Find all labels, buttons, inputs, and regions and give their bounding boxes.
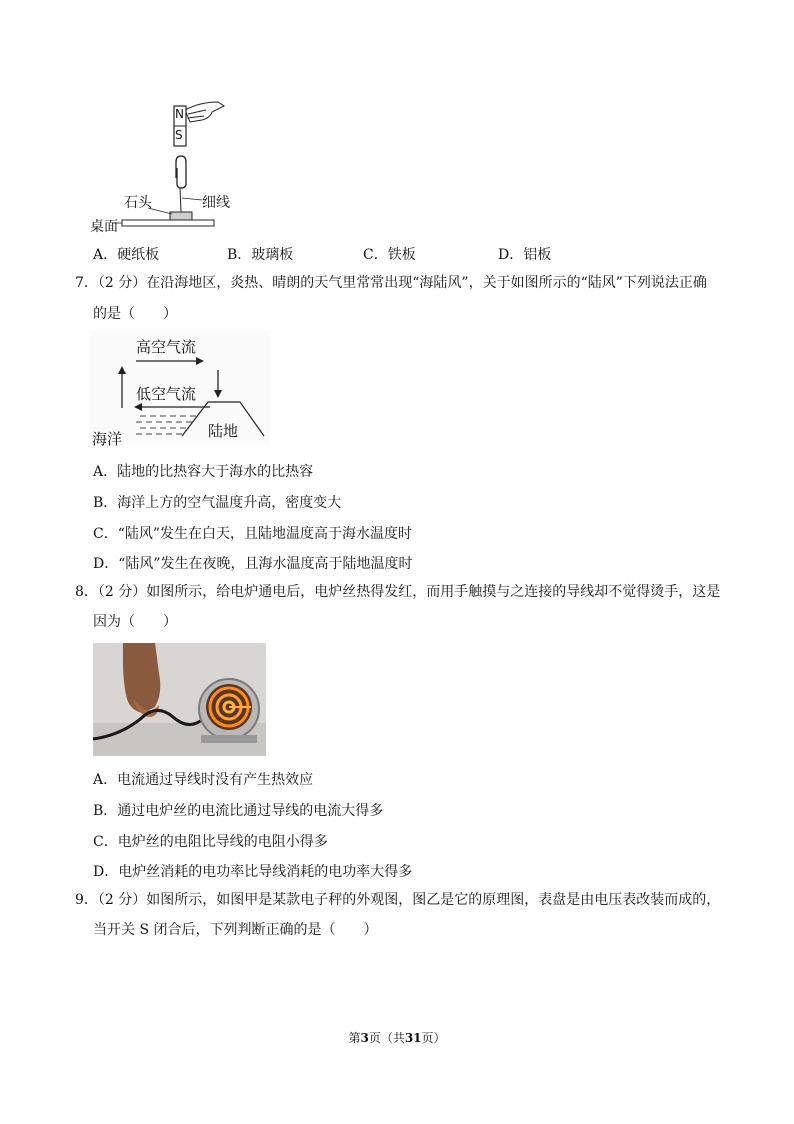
q6-option-c: C．铁板 [363,247,416,263]
q9-stem-line2: 当开关 S 闭合后，下列判断正确的是（ ） [93,922,378,938]
ocean-label: 海洋 [92,430,123,448]
electric-stove-photo [93,643,266,756]
land-label: 陆地 [208,422,239,440]
magnet-n-label: N [175,107,184,121]
q8-stem-line2: 因为（ ） [93,614,177,630]
q6-figure [90,88,250,238]
q7-figure [90,330,270,448]
stone-label: 石头 [124,195,152,211]
thread-label: 细线 [202,195,230,211]
stove-photo-illustration [93,643,266,756]
q7-option-d: D．“陆风”发生在夜晚，且海水温度高于陆地温度时 [93,556,413,572]
high-air-label: 高空气流 [136,338,197,356]
q7-stem-line2: 的是（ ） [93,306,177,322]
q8-option-d: D．电炉丝消耗的电功率比导线消耗的电功率大得多 [93,864,413,880]
q8-option-b: B．通过电炉丝的电流比通过导线的电流大得多 [93,803,384,819]
q8-option-a: A．电流通过导线时没有产生热效应 [93,772,314,788]
q8-stem-line1: 8．（2 分）如图所示，给电炉通电后，电炉丝热得发红，而用手触摸与之连接的导线却不觉得烫手，这是 [75,584,721,600]
page-footer: 第3页（共31页） [348,1031,446,1045]
magnet-s-label: S [175,128,183,142]
low-air-label: 低空气流 [136,385,197,403]
table-label: 桌面 [90,219,118,235]
total-pages: 31 [404,1031,422,1045]
current-page: 3 [360,1031,369,1045]
q6-option-b: B．玻璃板 [227,247,294,263]
q7-option-b: B．海洋上方的空气温度升高，密度变大 [93,495,342,511]
q7-stem-line1: 7．（2 分）在沿海地区，炎热、晴朗的天气里常常出现“海陆风”，关于如图所示的“陆风”下列说法正确 [75,275,707,291]
q9-stem-line1: 9．（2 分）如图所示，如图甲是某款电子秤的外观图，图乙是它的原理图，表盘是由电压表改装而成的， [75,892,721,908]
q6-option-d: D．铝板 [498,247,552,263]
q7-option-c: C．“陆风”发生在白天，且陆地温度高于海水温度时 [93,526,413,542]
q8-number: 8． [75,584,98,600]
q6-option-a: A．硬纸板 [93,247,160,263]
q8-option-c: C．电炉丝的电阻比导线的电阻小得多 [93,834,328,850]
q7-number: 7． [75,275,98,291]
q7-option-a: A．陆地的比热容大于海水的比热容 [93,464,314,480]
q9-number: 9． [75,892,98,908]
